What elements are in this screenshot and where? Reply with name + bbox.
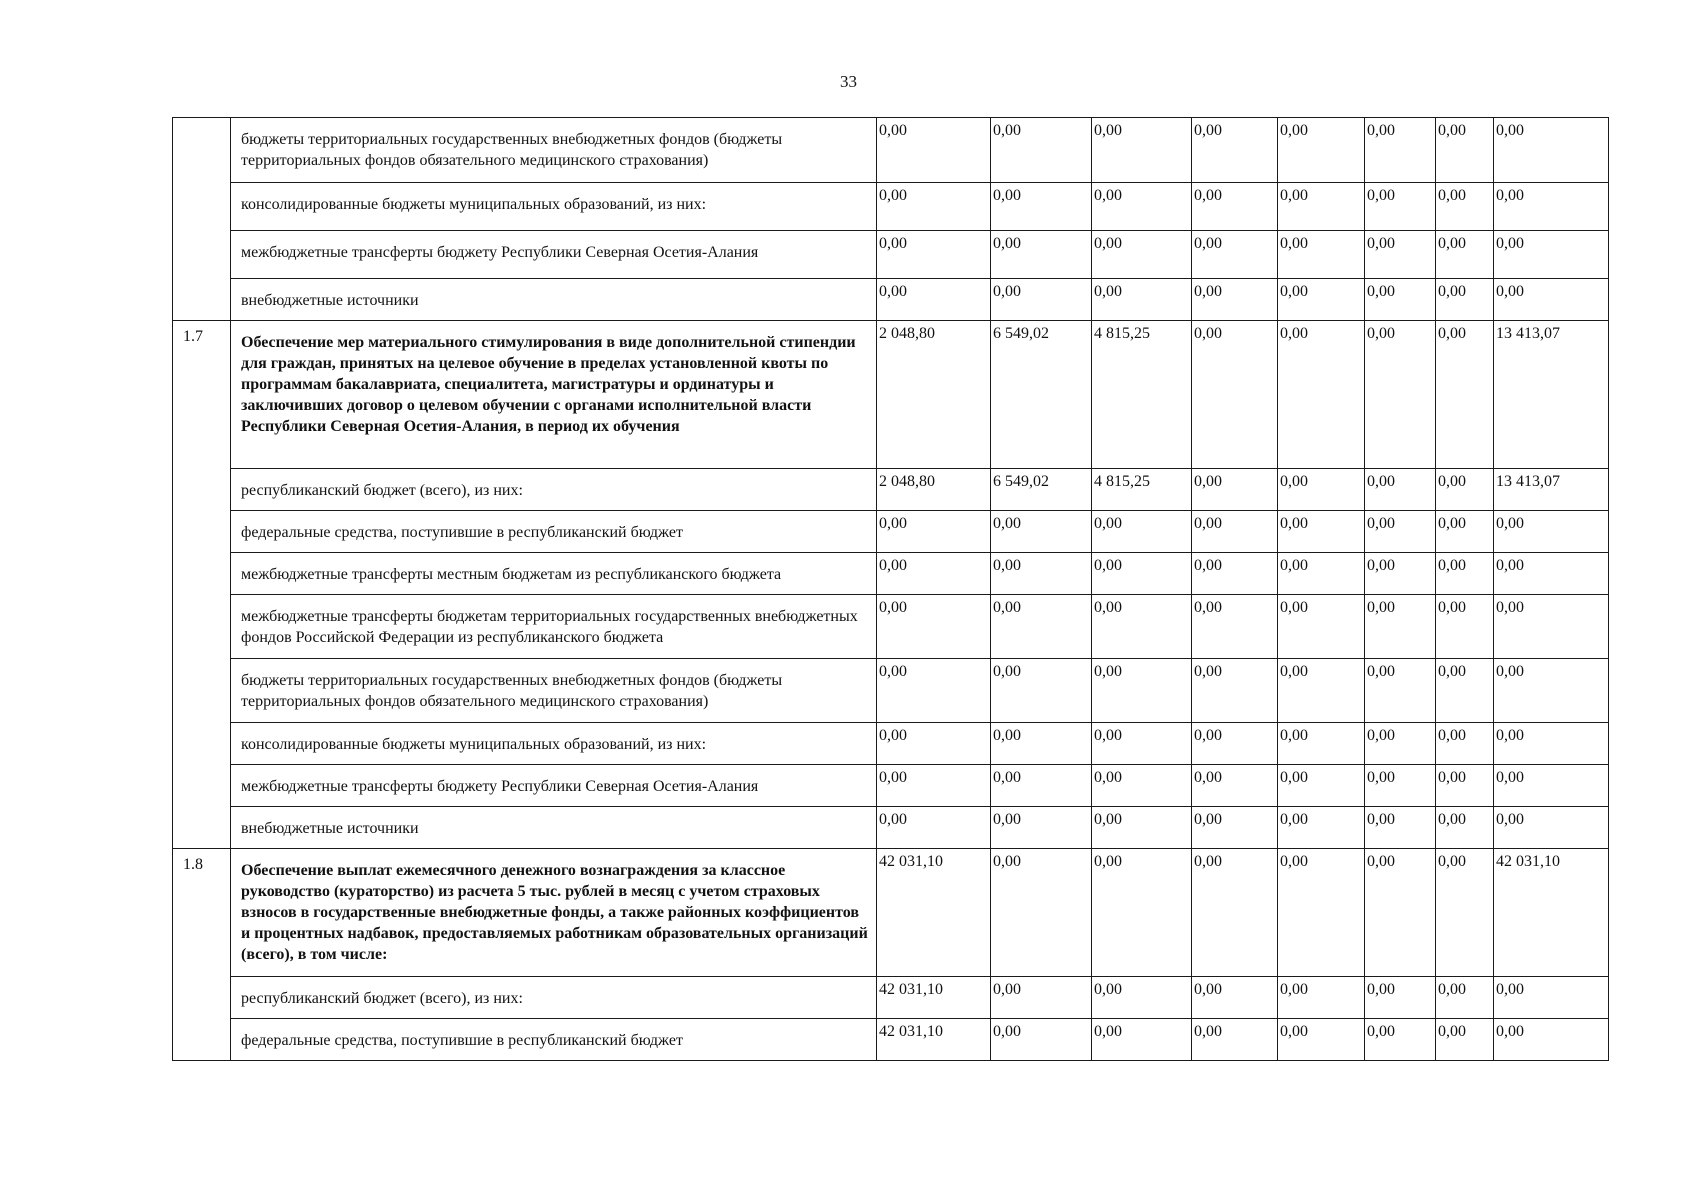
value-cell: 0,00 xyxy=(991,807,1092,849)
value-cell: 0,00 xyxy=(1436,279,1494,321)
table-row xyxy=(173,1019,1609,1061)
value-cell: 0,00 xyxy=(1192,977,1278,1019)
table-row xyxy=(173,469,1609,511)
value-cell: 0,00 xyxy=(1436,595,1494,659)
value-cell: 0,00 xyxy=(991,1019,1092,1061)
value-cell: 0,00 xyxy=(1192,765,1278,807)
value-cell: 0,00 xyxy=(1494,977,1609,1019)
table-row xyxy=(173,849,1609,977)
value-cell: 0,00 xyxy=(1365,807,1436,849)
value-cell: 0,00 xyxy=(1494,231,1609,279)
value-cell: 0,00 xyxy=(991,659,1092,723)
value-cell: 4 815,25 xyxy=(1092,469,1192,511)
value-cell: 0,00 xyxy=(1278,595,1365,659)
value-cell: 0,00 xyxy=(1365,1019,1436,1061)
value-cell: 0,00 xyxy=(1192,183,1278,231)
value-cell: 0,00 xyxy=(991,849,1092,977)
value-cell: 0,00 xyxy=(1092,553,1192,595)
section-title: Обеспечение мер материального стимулирования в виде дополнительной стипендии для граждан, принятых на целевое обучение в пределах установленной квоты по программам бакалавриата, специалитета, магистратуры и ординатуры и заключивших договор о целевом обучении с органами исполнительной власти Республики Северная Осетия-Алания, в период их обучения xyxy=(231,321,877,469)
value-cell: 0,00 xyxy=(1494,659,1609,723)
value-cell: 0,00 xyxy=(1436,659,1494,723)
value-cell: 0,00 xyxy=(1278,118,1365,183)
value-cell: 0,00 xyxy=(1494,765,1609,807)
value-cell: 0,00 xyxy=(1436,723,1494,765)
value-cell: 0,00 xyxy=(1436,765,1494,807)
funding-source-label: внебюджетные источники xyxy=(231,279,877,321)
value-cell: 0,00 xyxy=(1278,511,1365,553)
value-cell: 0,00 xyxy=(1278,279,1365,321)
value-cell: 0,00 xyxy=(877,765,991,807)
value-cell: 0,00 xyxy=(991,595,1092,659)
funding-source-label: межбюджетные трансферты бюджетам территориальных государственных внебюджетных фондов Российской Федерации из республиканского бюджета xyxy=(231,595,877,659)
value-cell: 0,00 xyxy=(1278,765,1365,807)
value-cell: 2 048,80 xyxy=(877,469,991,511)
value-cell: 0,00 xyxy=(1494,1019,1609,1061)
value-cell: 0,00 xyxy=(1494,553,1609,595)
value-cell: 0,00 xyxy=(1278,659,1365,723)
value-cell: 0,00 xyxy=(1436,553,1494,595)
value-cell: 0,00 xyxy=(1436,118,1494,183)
funding-source-label: межбюджетные трансферты бюджету Республики Северная Осетия-Алания xyxy=(231,765,877,807)
budget-table xyxy=(172,117,1609,1061)
value-cell: 0,00 xyxy=(877,118,991,183)
funding-source-label: республиканский бюджет (всего), из них: xyxy=(231,469,877,511)
section-title: Обеспечение выплат ежемесячного денежного вознаграждения за классное руководство (кураторство) из расчета 5 тыс. рублей в месяц с учетом страховых взносов в государственные внебюджетные фонды, а также районных коэффициентов и процентных надбавок, предоставляемых работникам образовательных организаций (всего), в том числе: xyxy=(231,849,877,977)
table-row xyxy=(173,321,1609,469)
value-cell: 0,00 xyxy=(1436,469,1494,511)
value-cell: 0,00 xyxy=(877,723,991,765)
value-cell: 0,00 xyxy=(991,977,1092,1019)
value-cell: 0,00 xyxy=(1092,279,1192,321)
funding-source-label: федеральные средства, поступившие в республиканский бюджет xyxy=(231,1019,877,1061)
value-cell: 0,00 xyxy=(1365,511,1436,553)
value-cell: 0,00 xyxy=(1365,553,1436,595)
value-cell: 0,00 xyxy=(1092,723,1192,765)
value-cell: 0,00 xyxy=(877,807,991,849)
value-cell: 42 031,10 xyxy=(1494,849,1609,977)
value-cell: 0,00 xyxy=(1494,511,1609,553)
table-row xyxy=(173,553,1609,595)
value-cell: 0,00 xyxy=(1494,595,1609,659)
funding-source-label: бюджеты территориальных государственных внебюджетных фондов (бюджеты территориальных фондов обязательного медицинского страхования) xyxy=(231,659,877,723)
funding-source-label: бюджеты территориальных государственных внебюджетных фондов (бюджеты территориальных фондов обязательного медицинского страхования) xyxy=(231,118,877,183)
value-cell: 13 413,07 xyxy=(1494,321,1609,469)
value-cell: 0,00 xyxy=(877,511,991,553)
table-row xyxy=(173,765,1609,807)
funding-source-label: межбюджетные трансферты бюджету Республики Северная Осетия-Алания xyxy=(231,231,877,279)
value-cell: 0,00 xyxy=(1365,977,1436,1019)
funding-source-label: федеральные средства, поступившие в республиканский бюджет xyxy=(231,511,877,553)
row-number xyxy=(173,118,231,321)
table-row xyxy=(173,977,1609,1019)
value-cell: 0,00 xyxy=(1494,118,1609,183)
value-cell: 0,00 xyxy=(1192,118,1278,183)
table-row xyxy=(173,511,1609,553)
value-cell: 0,00 xyxy=(1278,553,1365,595)
value-cell: 42 031,10 xyxy=(877,1019,991,1061)
value-cell: 0,00 xyxy=(1278,977,1365,1019)
value-cell: 0,00 xyxy=(1092,807,1192,849)
value-cell: 0,00 xyxy=(991,231,1092,279)
table-row xyxy=(173,183,1609,231)
value-cell: 0,00 xyxy=(1436,321,1494,469)
value-cell: 0,00 xyxy=(1278,849,1365,977)
table-body xyxy=(173,118,1609,1061)
table-row xyxy=(173,118,1609,183)
table-row xyxy=(173,723,1609,765)
value-cell: 0,00 xyxy=(1192,807,1278,849)
table-row xyxy=(173,807,1609,849)
value-cell: 0,00 xyxy=(1278,723,1365,765)
value-cell: 0,00 xyxy=(1365,849,1436,977)
value-cell: 0,00 xyxy=(1278,321,1365,469)
value-cell: 0,00 xyxy=(1192,279,1278,321)
value-cell: 0,00 xyxy=(1192,469,1278,511)
value-cell: 0,00 xyxy=(991,553,1092,595)
value-cell: 4 815,25 xyxy=(1092,321,1192,469)
value-cell: 0,00 xyxy=(1365,765,1436,807)
value-cell: 0,00 xyxy=(1494,279,1609,321)
value-cell: 0,00 xyxy=(1365,659,1436,723)
value-cell: 0,00 xyxy=(877,595,991,659)
table-row xyxy=(173,231,1609,279)
value-cell: 0,00 xyxy=(1365,118,1436,183)
value-cell: 0,00 xyxy=(1278,231,1365,279)
value-cell: 0,00 xyxy=(1494,807,1609,849)
value-cell: 0,00 xyxy=(1092,977,1192,1019)
value-cell: 0,00 xyxy=(1092,1019,1192,1061)
value-cell: 0,00 xyxy=(991,511,1092,553)
value-cell: 2 048,80 xyxy=(877,321,991,469)
value-cell: 0,00 xyxy=(1092,231,1192,279)
value-cell: 0,00 xyxy=(1278,807,1365,849)
value-cell: 0,00 xyxy=(991,279,1092,321)
value-cell: 13 413,07 xyxy=(1494,469,1609,511)
value-cell: 0,00 xyxy=(991,765,1092,807)
value-cell: 0,00 xyxy=(1365,595,1436,659)
funding-source-label: консолидированные бюджеты муниципальных образований, из них: xyxy=(231,183,877,231)
value-cell: 0,00 xyxy=(1092,849,1192,977)
value-cell: 0,00 xyxy=(1092,659,1192,723)
value-cell: 0,00 xyxy=(877,659,991,723)
value-cell: 0,00 xyxy=(1365,231,1436,279)
value-cell: 0,00 xyxy=(1192,595,1278,659)
value-cell: 0,00 xyxy=(1365,279,1436,321)
value-cell: 0,00 xyxy=(1092,511,1192,553)
value-cell: 0,00 xyxy=(1436,849,1494,977)
value-cell: 0,00 xyxy=(1278,183,1365,231)
value-cell: 0,00 xyxy=(1365,321,1436,469)
value-cell: 0,00 xyxy=(1192,1019,1278,1061)
value-cell: 0,00 xyxy=(1436,511,1494,553)
value-cell: 0,00 xyxy=(877,231,991,279)
value-cell: 0,00 xyxy=(1494,723,1609,765)
table-row xyxy=(173,595,1609,659)
value-cell: 0,00 xyxy=(1192,511,1278,553)
value-cell: 0,00 xyxy=(1365,469,1436,511)
value-cell: 0,00 xyxy=(1192,321,1278,469)
value-cell: 42 031,10 xyxy=(877,849,991,977)
value-cell: 0,00 xyxy=(991,723,1092,765)
value-cell: 0,00 xyxy=(1436,977,1494,1019)
value-cell: 6 549,02 xyxy=(991,469,1092,511)
value-cell: 0,00 xyxy=(877,183,991,231)
value-cell: 0,00 xyxy=(991,118,1092,183)
value-cell: 0,00 xyxy=(1436,183,1494,231)
value-cell: 0,00 xyxy=(1192,231,1278,279)
table-row xyxy=(173,659,1609,723)
value-cell: 0,00 xyxy=(1278,1019,1365,1061)
value-cell: 0,00 xyxy=(1365,183,1436,231)
value-cell: 6 549,02 xyxy=(991,321,1092,469)
funding-source-label: межбюджетные трансферты местным бюджетам из республиканского бюджета xyxy=(231,553,877,595)
value-cell: 0,00 xyxy=(1278,469,1365,511)
value-cell: 0,00 xyxy=(1092,595,1192,659)
value-cell: 0,00 xyxy=(877,553,991,595)
funding-source-label: консолидированные бюджеты муниципальных образований, из них: xyxy=(231,723,877,765)
row-number: 1.8 xyxy=(173,849,231,1061)
value-cell: 0,00 xyxy=(1092,183,1192,231)
table-row xyxy=(173,279,1609,321)
value-cell: 0,00 xyxy=(1192,659,1278,723)
page-number: 33 xyxy=(840,72,857,91)
value-cell: 42 031,10 xyxy=(877,977,991,1019)
funding-source-label: внебюджетные источники xyxy=(231,807,877,849)
funding-source-label: республиканский бюджет (всего), из них: xyxy=(231,977,877,1019)
value-cell: 0,00 xyxy=(1192,553,1278,595)
value-cell: 0,00 xyxy=(1436,1019,1494,1061)
value-cell: 0,00 xyxy=(1494,183,1609,231)
value-cell: 0,00 xyxy=(991,183,1092,231)
value-cell: 0,00 xyxy=(1092,765,1192,807)
value-cell: 0,00 xyxy=(1192,849,1278,977)
row-number: 1.7 xyxy=(173,321,231,849)
value-cell: 0,00 xyxy=(877,279,991,321)
value-cell: 0,00 xyxy=(1192,723,1278,765)
value-cell: 0,00 xyxy=(1436,231,1494,279)
value-cell: 0,00 xyxy=(1436,807,1494,849)
value-cell: 0,00 xyxy=(1092,118,1192,183)
value-cell: 0,00 xyxy=(1365,723,1436,765)
